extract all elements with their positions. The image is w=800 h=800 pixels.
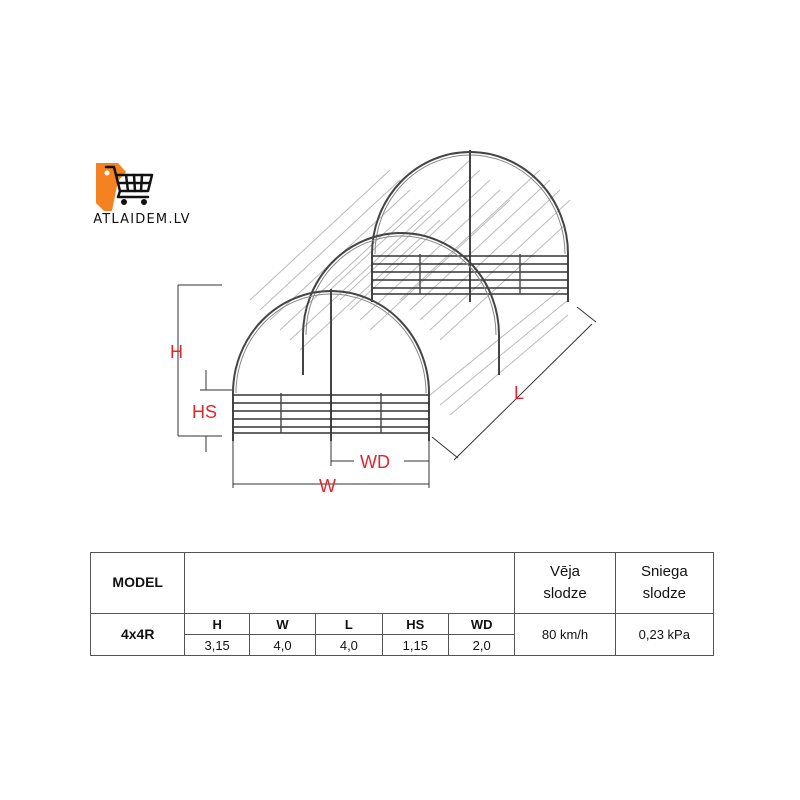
value-w: 4,0 bbox=[249, 635, 315, 656]
dimension-label-h: H bbox=[170, 342, 183, 362]
snow-header-line1: Sniega bbox=[640, 563, 688, 580]
blank-header-cell bbox=[185, 553, 515, 614]
spec-table bbox=[90, 552, 714, 656]
snow-header-cell bbox=[615, 553, 713, 614]
wind-header-cell bbox=[515, 553, 615, 614]
value-wd: 2,0 bbox=[449, 635, 515, 656]
model-value: 4x4R bbox=[120, 625, 155, 642]
wind-header-line2: slodze bbox=[543, 585, 587, 602]
wind-value: 80 km/h bbox=[515, 614, 615, 656]
col-header-wd: WD bbox=[449, 614, 515, 635]
value-hs: 1,15 bbox=[382, 635, 448, 656]
value-h: 3,15 bbox=[185, 635, 249, 656]
dimension-label-hs: HS bbox=[192, 402, 218, 422]
model-header-cell bbox=[91, 553, 185, 614]
model-header: MODEL bbox=[112, 574, 163, 590]
snow-value: 0,23 kPa bbox=[615, 614, 713, 656]
col-header-w: W bbox=[249, 614, 315, 635]
wind-header-line1: Vēja bbox=[549, 563, 581, 580]
col-header-hs: HS bbox=[382, 614, 448, 635]
value-l: 4,0 bbox=[316, 635, 382, 656]
model-value-cell bbox=[91, 614, 185, 656]
logo-text: ATLAIDEM.LV bbox=[93, 212, 191, 227]
col-header-l: L bbox=[316, 614, 382, 635]
dimension-label-w: W bbox=[319, 476, 336, 496]
dimension-label-l: L bbox=[514, 383, 525, 403]
dimension-label-wd: WD bbox=[360, 452, 390, 472]
snow-header-line2: slodze bbox=[642, 585, 686, 602]
col-header-h: H bbox=[185, 614, 249, 635]
